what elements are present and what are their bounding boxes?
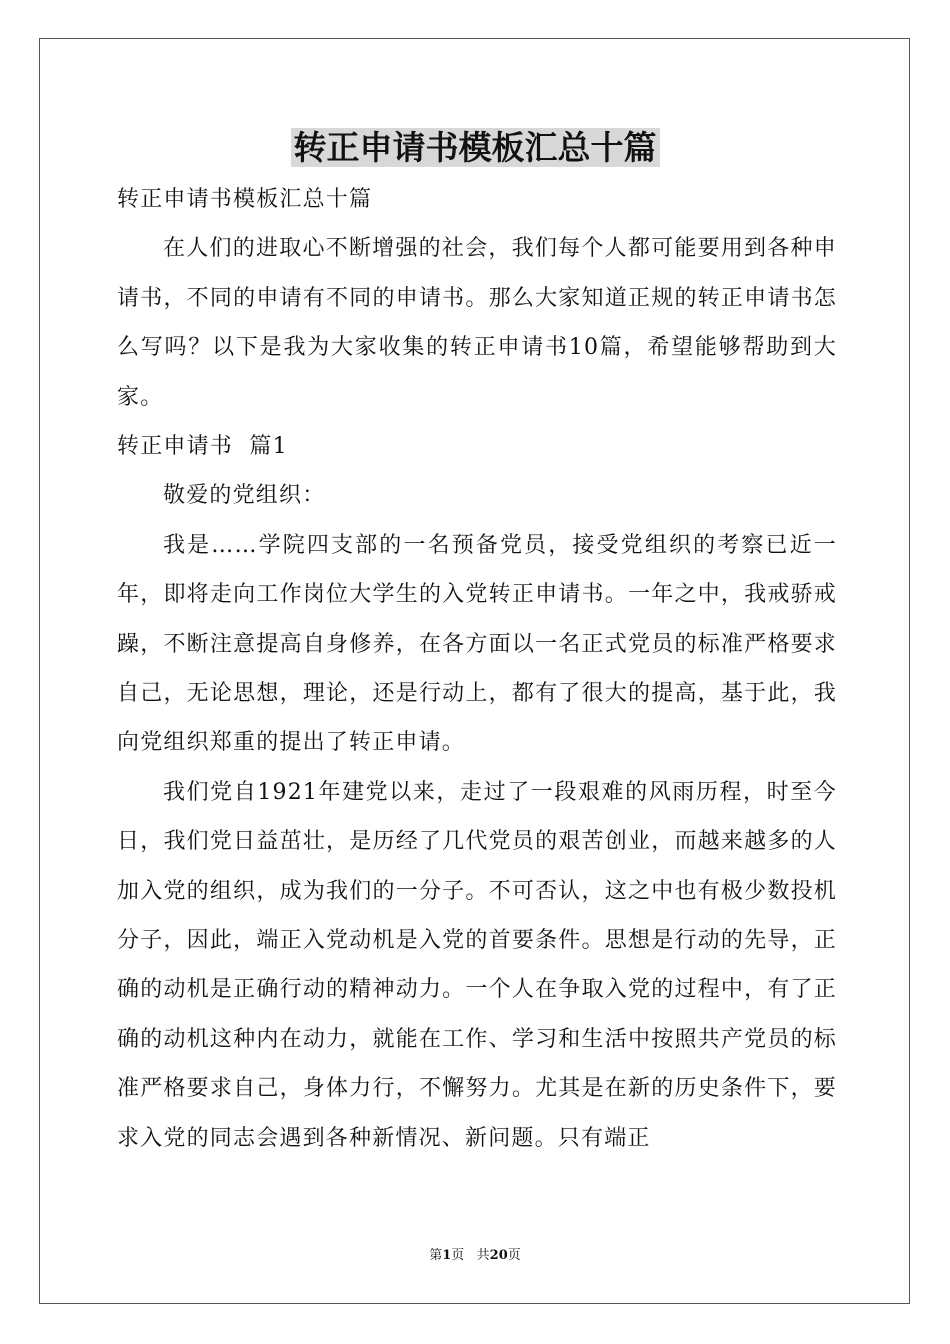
document-title-text: 转正申请书模板汇总十篇: [291, 128, 660, 167]
document-body: [117, 175, 837, 1163]
footer-prefix: 第: [429, 1248, 443, 1263]
body-paragraph-1: 我是……学院四支部的一名预备党员，接受党组织的考察已近一年，即将走向工作岗位大学生的入党转正申请书。一年之中，我戒骄戒躁，不断注意提高自身修养，在各方面以一名正式党员的标准严格要求自己，无论思想，理论，还是行动上，都有了很大的提高，基于此，我向党组织郑重的提出了转正申请。: [117, 532, 837, 756]
document-subtitle: 转正申请书模板汇总十篇: [117, 187, 373, 212]
intro-paragraph: 在人们的进取心不断增强的社会，我们每个人都可能要用到各种申请书，不同的申请有不同的申请书。那么大家知道正规的转正申请书怎么写吗？以下是我为大家收集的转正申请书10篇，希望能够帮助到大家。: [117, 236, 837, 410]
footer-page-number: 1: [442, 1248, 452, 1263]
footer-middle: 页 共: [451, 1248, 490, 1263]
salutation: 敬爱的党组织：: [163, 483, 326, 509]
page-footer: [0, 1246, 950, 1266]
body-paragraph-2: 我们党自1921年建党以来，走过了一段艰难的风雨历程，时至今日，我们党日益茁壮，是历经了几代党员的艰苦创业，而越来越多的人加入党的组织，成为我们的一分子。不可否认，这之中也有极少数投机分子，因此，端正入党动机是入党的首要条件。思想是行动的先导，正确的动机是正确行动的精神动力。一个人在争取入党的过程中，有了正确的动机这种内在动力，就能在工作、学习和生活中按照共产党员的标准严格要求自己，身体力行，不懈努力。尤其是在新的历史条件下，要求入党的同志会遇到各种新情况、新问题。只有端正: [117, 779, 837, 1151]
footer-total-pages: 20: [489, 1248, 508, 1263]
document-title: [0, 126, 950, 170]
footer-suffix: 页: [507, 1248, 521, 1263]
section-heading: 转正申请书 篇1: [117, 434, 288, 460]
